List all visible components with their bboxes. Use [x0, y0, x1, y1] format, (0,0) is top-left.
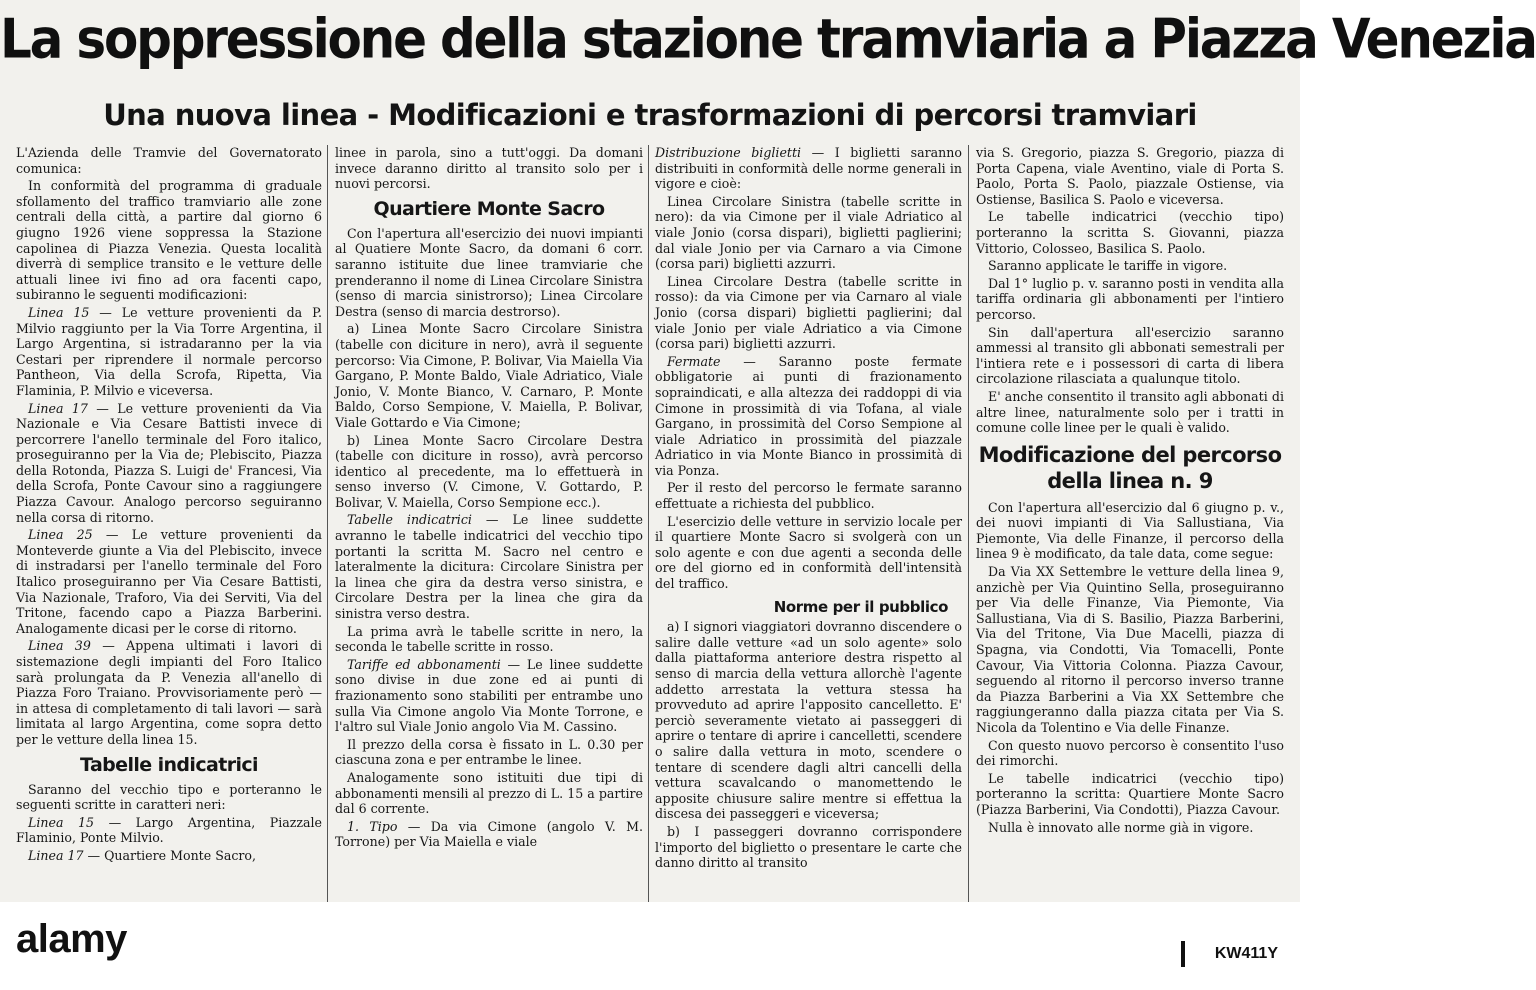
paragraph: via S. Gregorio, piazza S. Gregorio, piazza di Porta Capena, viale Aventino, viale di Porta S. Paolo, Porta S. Paolo, piazzale Ostiense, via Ostiense, Basilica S. Paolo e viceversa. [976, 145, 1284, 207]
section-heading-line-1: Modificazione del percorso [978, 442, 1282, 467]
paragraph: Linea Circolare Destra (tabelle scritte in rosso): da via Cimone per via Carnaro al viale Jonio (corsa dispari) biglietti paglierini; dal viale Jonio per viale Adriatico a via Cimone (corsa pari) biglietti azzurri. [655, 273, 962, 352]
paragraph [16, 638, 322, 747]
paragraph: E' anche consentito il transito agli abbonati di altre linee, naturalmente solo per i tratti in comune colle linee per le quali è valido. [976, 388, 1284, 436]
paragraph: Saranno del vecchio tipo e porteranno le seguenti scritte in caratteri neri: [16, 781, 322, 813]
paragraph: Analogamente sono istituiti due tipi di abbonamenti mensili al prezzo di L. 15 a partire dal 6 corrente. [335, 769, 643, 817]
watermark-bar [0, 902, 1300, 990]
column-rule [968, 145, 969, 902]
paragraph: L'Azienda delle Tramvie del Governatorato comunica: [16, 145, 322, 176]
paragraph-text: — Da via Cimone (angolo V. M. Torrone) per Via Maiella e viale [335, 818, 643, 850]
paragraph-text: — Largo Argentina, Piazzale Flaminio, Ponte Milvio. [16, 814, 322, 846]
paragraph-lead: Linea 25 [28, 527, 93, 543]
column-4 [976, 145, 1284, 902]
paragraph: Saranno applicate le tariffe in vigore. [988, 258, 1228, 274]
paragraph [16, 305, 322, 399]
column-2 [335, 145, 643, 902]
paragraph-text: — Quartiere Monte Sacro, [87, 847, 256, 863]
watermark-logo: alamy [16, 917, 127, 961]
paragraph: b) Linea Monte Sacro Circolare Destra (tabelle con diciture in rosso), avrà percorso identico al precedente, ma lo effettuerà in senso inverso (V. Cimone, V. Gottardo, P. Bolivar, V. Maiella, Corso Sempione ecc.). [335, 432, 643, 510]
paragraph [655, 354, 962, 479]
paragraph: Da Via XX Settembre le vetture della linea 9, anzichè per Via Quintino Sella, proseguiranno per Via delle Finanze, Via Piemonte, Via Sallustiana, Via di S. Basilio, Piazza Barberini, Via del Tritone, Via Due Macelli, piazza di Spagna, via Condotti, Via Tomacelli, Ponte Cavour, Via Vittoria Colonna. Piazza Cavour, seguendo al ritorno il percorso inverso tranne da Piazza Barberini a Via XX Settembre che raggiungeranno dalla piazza citata per Via S. Nicola da Tolentino e Via delle Finanze. [976, 564, 1284, 735]
paragraph-text: — Saranno poste fermate obbligatorie ai punti di frazionamento sopraindicati, e alla altezza dei raddoppi di via Cimone in prossimità di via Tofana, al viale Gargano, in prossimità del Corso Sempione al viale Adriatico in prossimità del piazzale Adriatico in via Monte Bianco in prossimità di via Ponza. [655, 353, 962, 478]
paragraph: a) Linea Monte Sacro Circolare Sinistra (tabelle con diciture in nero), avrà il seguente percorso: Via Cimone, P. Bolivar, Via Maiella Via Gargano, P. Monte Baldo, Viale Adriatico, Viale Jonio, V. Monte Bianco, V. Carnaro, P. Monte Baldo, Corso Sempione, V. Maiella, P. Bolivar, Viale Gottardo e Via Cimone; [335, 321, 644, 430]
subheadline: Una nuova linea - Modificazioni e trasformazioni di percorsi tramviari [103, 98, 1197, 132]
paragraph [16, 848, 322, 864]
paragraph-text: — Le linee suddette avranno le tabelle indicatrici del vecchio tipo portanti la scritta M. Sacro nel centro e lateralmente la dicitura: Circolare Sinistra per la linea che gira da destra verso sinistra, e Circolare Destra per la linea che gira da sinistra verso destra. [335, 512, 644, 622]
paragraph [335, 657, 643, 735]
column-rule [648, 145, 649, 902]
paragraph-lead: Linea 15 [28, 814, 95, 830]
column-3 [655, 145, 962, 902]
paragraph-lead: Tariffe ed abbonamenti [347, 656, 501, 672]
paragraph: Per il resto del percorso le fermate saranno effettuate a richiesta del pubblico. [655, 480, 962, 512]
paragraph [16, 815, 322, 846]
paragraph-text: — Le vetture provenienti da Monteverde giunte a Via del Plebiscito, invece di instradarsi per l'anello terminale del Foro Italico proseguiranno per Via Cesare Battisti, Via Nazionale, Traforo, Via dei Serviti, Via del Tritone, facendo capo a Piazza Barberini. Analogamente dicasi per le corse di ritorno. [16, 527, 322, 636]
paragraph: Nulla è innovato alle norme già in vigore. [988, 819, 1254, 835]
paragraph [335, 512, 643, 621]
section-heading: Tabelle indicatrici [80, 753, 258, 776]
paragraph-text: — Le vetture provenienti da P. Milvio raggiunto per la Via Torre Argentina, il Largo Argentina, si istradaranno per la via Cestari per riprendere il normale percorso Pantheon, Via della Scrofa, Ripetta, Via Flaminia, P. Milvio e viceversa. [16, 304, 322, 398]
paragraph-text: — Le vetture provenienti da Via Nazionale e Via Cesare Battisti invece di percorrere l'anello terminale del Foro italico, proseguiranno per la Via de; Plebiscito, Piazza della Rotonda, Piazza S. Luigi de' Francesi, Via della Scrofa, Ponte Cavour sino a raggiungere Piazza Cavour. Analogo percorso seguiranno nella corsa di ritorno. [16, 400, 322, 525]
paragraph: Sin dall'apertura all'esercizio saranno ammessi al transito gli abbonati semestrali per l'intiera rete e i possessori di carta di libera circolazione rilasciata a qualunque titolo. [976, 324, 1284, 387]
paragraph: Dal 1° luglio p. v. saranno posti in vendita alla tariffa ordinaria gli abbonamenti per l'intiero percorso. [976, 275, 1284, 322]
paragraph: Il prezzo della corsa è fissato in L. 0.30 per ciascuna zona e per entrambe le linee. [335, 736, 643, 768]
paragraph-lead: Linea 39 [28, 638, 91, 654]
paragraph: La prima avrà le tabelle scritte in nero, la seconda le tabelle scritte in rosso. [335, 623, 643, 655]
image-id-label: KW411Y [1214, 945, 1278, 962]
paragraph-lead: 1. Tipo [347, 818, 398, 834]
section-heading: Quartiere Monte Sacro [373, 197, 605, 220]
section-heading [976, 442, 1284, 494]
paragraph: Con l'apertura all'esercizio dei nuovi impianti al Quatiere Monte Sacro, da domani 6 corr. saranno istituite due linee tramviarie che prenderanno il nome di Linea Circolare Sinistra (senso di marcia sinistrorso); Linea Circolare Destra (senso di marcia destrorso). [335, 225, 643, 319]
paragraph: Con questo nuovo percorso è consentito l'uso dei rimorchi. [976, 737, 1284, 769]
paragraph-text: — Appena ultimati i lavori di sistemazione degli impianti del Foro Italico sarà prolungata da P. Venezia all'anello di Piazza Foro Traiano. Provvisoriamente però — in attesa di completamento di tali lavori — sarà limitata al largo Argentina, come sopra detto per le vetture della linea 15. [16, 638, 322, 747]
paragraph: Le tabelle indicatrici (vecchio tipo) porteranno la scritta S. Giovanni, piazza Vittorio, Colosseo, Basilica S. Paolo. [976, 209, 1284, 256]
headline: La soppressione della stazione tramviaria a Piazza Venezia [0, 7, 1536, 71]
section-heading: Norme per il pubblico [773, 597, 948, 616]
paragraph: b) I passeggeri dovranno corrispondere l'importo del biglietto o presentare le carte che danno diritto al transito [655, 823, 962, 871]
paragraph-text: — I biglietti saranno distribuiti in conformità delle norme generali in vigore e cioè: [655, 145, 962, 192]
paragraph: Le tabelle indicatrici (vecchio tipo) porteranno la scritta: Quartiere Monte Sacro (Piazza Barberini, Via Condotti), Piazza Cavour. [976, 770, 1284, 817]
paragraph-text: — Le linee suddette sono divise in due zone ed ai punti di frazionamento sono stabiliti per entrambe uno sulla Via Cimone angolo Via Monte Torrone, e l'altro sul Viale Jonio angolo Via M. Cassino. [335, 656, 643, 735]
paragraph-lead: Linea 17 [28, 847, 84, 863]
section-heading-line-2: della linea n. 9 [1047, 468, 1213, 493]
paragraph-lead: Fermate [667, 353, 721, 369]
column-rule [327, 145, 328, 902]
paragraph-lead: Tabelle indicatrici [347, 512, 472, 528]
paragraph-lead: Linea 15 [28, 304, 90, 320]
paragraph [335, 819, 643, 850]
column-1 [16, 145, 322, 902]
paragraph [16, 401, 322, 526]
paragraph: In conformità del programma di graduale sfollamento del traffico tramviario alle zone centrali della città, a partire dal giorno 6 giugno 1926 viene soppressa la Stazione capolinea di Piazza Venezia. Questa località diverrà di semplice transito e le vetture delle attuali linee ivi fino ad ora facenti capo, subiranno le seguenti modificazioni: [16, 178, 322, 303]
paragraph [16, 527, 322, 636]
paragraph: Linea Circolare Sinistra (tabelle scritte in nero): da via Cimone per il viale Adriatico al viale Jonio (corsa dispari), biglietti paglierini; dal viale Jonio per via Carnaro a via Cimone (corsa pari) biglietti azzurri. [655, 193, 962, 272]
paragraph-lead: Linea 17 [28, 400, 88, 416]
paragraph: linee in parola, sino a tutt'oggi. Da domani invece daranno diritto al transito solo per i nuovi percorsi. [335, 145, 643, 192]
paragraph-lead: Distribuzione biglietti [655, 145, 802, 160]
paragraph [655, 145, 962, 192]
paragraph: Con l'apertura all'esercizio dal 6 giugno p. v., dei nuovi impianti di Via Sallustiana, Via Piemonte, Via delle Finanze, il percorso della linea 9 è modificato, da tale data, come segue: [976, 499, 1284, 562]
paragraph: L'esercizio delle vetture in servizio locale per il quartiere Monte Sacro si svolgerà con un solo agente e con due agenti a seconda delle ore del giorno ed in conformità dell'intensità del traffico. [655, 513, 962, 592]
paragraph: a) I signori viaggiatori dovranno discendere o salire dalle vetture «ad un solo agente» solo dalla piattaforma anteriore destra rispetto al senso di marcia della vettura allorchè l'agente addetto arrestata la vettura stessa ha provveduto ad aprire l'apposito cancelletto. E' perciò severamente vietato ai passeggeri di aprire o tentare di aprire i cancelletti, scendere o salire dalla vettura in moto, scendere o tentare di scendere dagli altri cancelli della vettura scavalcando o manomettendo le apposite chiusure salire mentre si effettua la discesa dei passeggeri e viceversa; [655, 619, 962, 822]
